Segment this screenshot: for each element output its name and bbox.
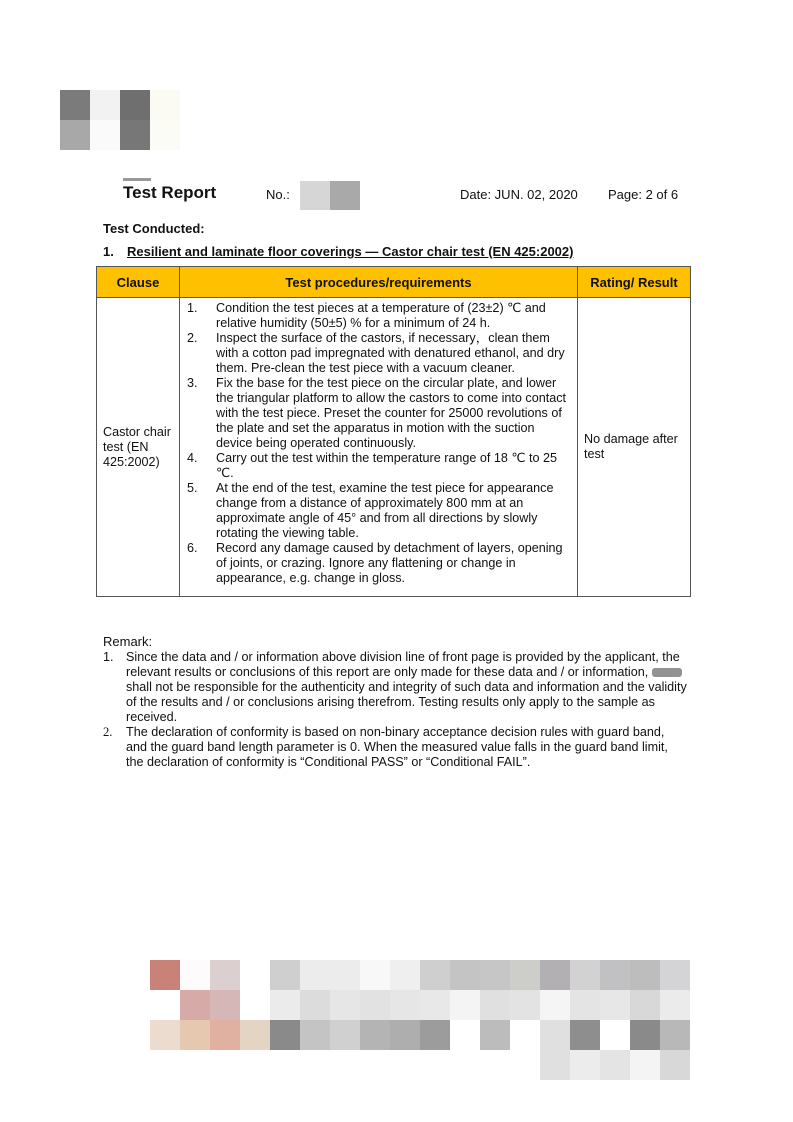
procedure-step: 6. Record any damage caused by detachment of layers, opening of joints, or crazing. Ignore any flattening or change in appearance, e.g. change in gloss. xyxy=(187,541,563,585)
mosaic-tile xyxy=(420,990,450,1020)
procedure-step: 4. Carry out the test within the temperature range of 18 ℃ to 25 ℃. xyxy=(187,451,558,480)
procedures-cell xyxy=(180,298,578,597)
mosaic-tile xyxy=(180,960,210,990)
mosaic-tile xyxy=(510,990,540,1020)
mosaic-tile xyxy=(510,1020,540,1050)
mosaic-tile xyxy=(630,1020,660,1050)
mosaic-tile xyxy=(210,1020,240,1050)
mosaic-tile xyxy=(180,1020,210,1050)
mosaic-tile xyxy=(330,990,360,1020)
mosaic-tile xyxy=(270,1020,300,1050)
mosaic-tile xyxy=(240,990,270,1020)
mosaic-tile xyxy=(420,960,450,990)
header-clause: Clause xyxy=(97,267,180,298)
mosaic-tile xyxy=(480,990,510,1020)
mosaic-tile xyxy=(390,990,420,1020)
mosaic-tile xyxy=(570,990,600,1020)
mosaic-tile xyxy=(540,1050,570,1080)
report-number-label: No.: xyxy=(266,187,290,202)
procedure-step: 2. Inspect the surface of the castors, if necessary，clean them with a cotton pad impregnated with denatured ethanol, and dry them. Pre-clean the test piece with a vacuum cleaner. xyxy=(187,331,565,375)
remark-item: 1. Since the data and / or information above division line of front page is provided by the applicant, the relevant results or conclusions of this report are only made for these data and / or information, shall not be responsible for the authenticity and integrity of such data and information and the validity of the results and / or conclusions arising therefrom. Testing results only apply to the sample as received. xyxy=(103,650,687,724)
mosaic-tile xyxy=(480,1020,510,1050)
test-table xyxy=(96,266,691,597)
mosaic-tile xyxy=(450,1020,480,1050)
mosaic-tile xyxy=(570,1050,600,1080)
mosaic-tile xyxy=(390,1020,420,1050)
report-title: Test Report xyxy=(123,183,216,203)
mosaic-tile xyxy=(660,990,690,1020)
mosaic-tile xyxy=(420,1020,450,1050)
table-row xyxy=(97,298,691,597)
mosaic-tile xyxy=(390,960,420,990)
table-header-row xyxy=(97,267,691,298)
remark-list xyxy=(103,650,688,770)
mosaic-tile xyxy=(210,960,240,990)
mosaic-tile xyxy=(480,960,510,990)
mosaic-tile xyxy=(240,1020,270,1050)
mosaic-tile xyxy=(540,990,570,1020)
procedure-step: 5. At the end of the test, examine the test piece for appearance change from a distance of approximately 800 mm at an approximate angle of 45° and from all directions by slowly rotating the viewing table. xyxy=(187,481,554,540)
mosaic-tile xyxy=(570,960,600,990)
company-name-redacted xyxy=(652,668,682,677)
mosaic-tile xyxy=(150,1020,180,1050)
mosaic-tile xyxy=(630,960,660,990)
mosaic-tile xyxy=(600,990,630,1020)
mosaic-tile xyxy=(360,990,390,1020)
mosaic-tile xyxy=(270,990,300,1020)
mosaic-tile xyxy=(240,960,270,990)
mosaic-tile xyxy=(300,990,330,1020)
mosaic-tile xyxy=(570,1020,600,1050)
page-number: Page: 2 of 6 xyxy=(608,187,679,202)
procedure-step: 1. Condition the test pieces at a temperature of (23±2) ℃ and relative humidity (50±5) % for a minimum of 24 h. xyxy=(187,301,546,330)
remark-heading: Remark: xyxy=(103,634,153,649)
mosaic-tile xyxy=(150,960,180,990)
mosaic-tile xyxy=(660,1050,690,1080)
report-number-redacted xyxy=(300,181,330,210)
section-heading xyxy=(103,244,573,259)
mosaic-tile xyxy=(600,1050,630,1080)
mosaic-tile xyxy=(270,960,300,990)
test-conducted-heading: Test Conducted: xyxy=(103,221,205,236)
mosaic-tile xyxy=(450,960,480,990)
report-number-redacted-2 xyxy=(330,181,360,210)
mosaic-tile xyxy=(450,990,480,1020)
mosaic-tile xyxy=(540,960,570,990)
section-title: Resilient and laminate floor coverings — Castor chair test (EN 425:2002) xyxy=(127,244,574,259)
mosaic-tile xyxy=(510,960,540,990)
report-date: Date: JUN. 02, 2020 xyxy=(460,187,578,202)
mosaic-tile xyxy=(150,990,180,1020)
clause-cell: Castor chair test (EN 425:2002) xyxy=(97,298,180,597)
mosaic-tile xyxy=(600,960,630,990)
mosaic-tile xyxy=(360,960,390,990)
header-result: Rating/ Result xyxy=(578,267,691,298)
mosaic-tile xyxy=(660,960,690,990)
signature-stamp-blurred xyxy=(150,960,690,1080)
header-procedures: Test procedures/requirements xyxy=(180,267,578,298)
mosaic-tile xyxy=(540,1020,570,1050)
remark-item: 2. The declaration of conformity is based on non-binary acceptance decision rules with guard band, and the guard band length parameter is 0. When the measured value falls in the guard band limit, the declaration of conformity is “Conditional PASS” or “Conditional FAIL”. xyxy=(103,725,668,769)
mosaic-tile xyxy=(180,990,210,1020)
mosaic-tile xyxy=(360,1020,390,1050)
mosaic-tile xyxy=(600,1020,630,1050)
mosaic-tile xyxy=(630,990,660,1020)
section-number: 1. xyxy=(103,244,114,259)
mosaic-tile xyxy=(330,1020,360,1050)
result-cell: No damage after test xyxy=(578,298,691,597)
procedure-step: 3. Fix the base for the test piece on the circular plate, and lower the triangular platform to allow the castors to come into contact with the test piece. Preset the counter for 25000 revolutions of the plate and set the apparatus in motion with the suction device being operated continuously. xyxy=(187,376,566,450)
mosaic-tile xyxy=(660,1020,690,1050)
mosaic-tile xyxy=(210,990,240,1020)
mosaic-tile xyxy=(300,1020,330,1050)
mosaic-tile xyxy=(630,1050,660,1080)
mosaic-tile xyxy=(330,960,360,990)
mosaic-tile xyxy=(300,960,330,990)
